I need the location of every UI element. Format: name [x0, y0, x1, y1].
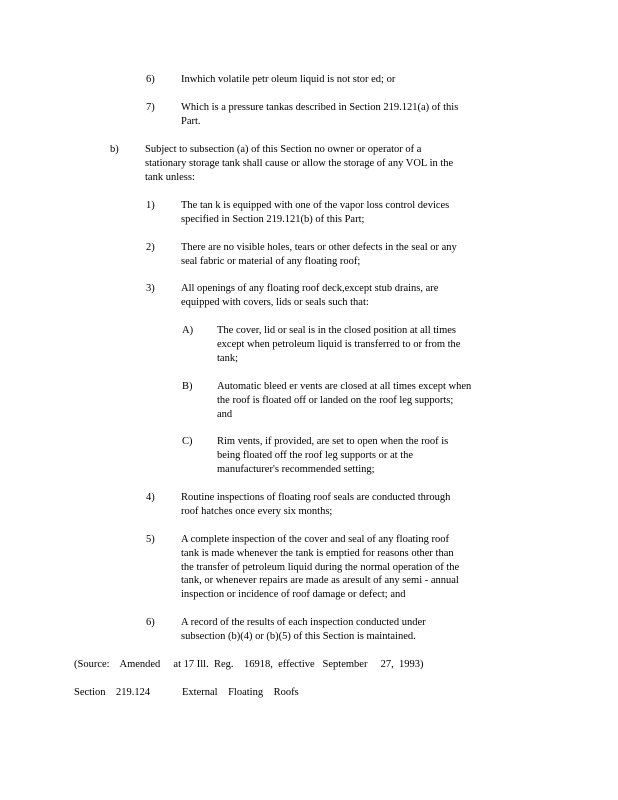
item-text	[181, 533, 500, 602]
text-line: A record of the results of each inspection conducted under	[181, 617, 426, 628]
item-text	[181, 241, 500, 269]
text-line: seal fabric or material of any floating roof;	[181, 255, 361, 267]
text-line: tank, or whenever repairs are made as aresult of any semi - annual	[181, 575, 459, 587]
list-item	[146, 533, 500, 602]
text-line: and	[217, 408, 233, 420]
text-line: Routine inspections of floating roof seals are conducted through	[181, 492, 451, 503]
text-line: There are no visible holes, tears or other defects in the seal or any	[181, 242, 457, 253]
text-line: Automatic bleed er vents are closed at all times except when	[217, 381, 472, 392]
list-item	[182, 435, 502, 476]
item-label: b)	[110, 144, 119, 155]
source-note: (Source: Amended at 17 Ill. Reg. 16918, effective September 27, 1993)	[74, 659, 424, 670]
section-heading	[74, 686, 299, 700]
text-line: inspection or incidence of roof damage or defect; and	[181, 589, 406, 601]
item-label: 5)	[146, 534, 155, 545]
item-label: C)	[182, 436, 193, 447]
item-label: 4)	[146, 492, 155, 503]
section-title: External Floating Roofs	[182, 687, 299, 698]
item-text	[181, 282, 500, 310]
list-item	[146, 73, 500, 87]
item-label: 2)	[146, 242, 155, 253]
item-label: 6)	[146, 74, 155, 85]
item-text	[181, 616, 500, 644]
text-line: All openings of any floating roof deck,except stub drains, are	[181, 283, 439, 294]
text-line: Which is a pressure tankas described in Section 219.121(a) of this	[181, 102, 459, 113]
item-text	[181, 101, 500, 129]
list-item	[146, 616, 500, 644]
text-line: Inwhich volatile petr oleum liquid is not stor ed; or	[181, 74, 396, 85]
text-line: tank;	[217, 352, 238, 364]
item-text	[217, 435, 502, 476]
item-label: A)	[182, 325, 194, 336]
list-item	[146, 101, 500, 129]
item-text	[181, 491, 500, 519]
list-item	[146, 282, 500, 310]
item-label: 3)	[146, 283, 155, 294]
item-label: B)	[182, 381, 193, 392]
text-line: being floated off the roof leg supports or at the	[217, 449, 414, 461]
list-item	[182, 380, 502, 421]
text-line: specified in Section 219.121(b) of this Part;	[181, 213, 365, 225]
item-label: 6)	[146, 617, 155, 628]
text-line: The tan k is equipped with one of the vapor loss control devices	[181, 200, 450, 211]
item-text	[181, 199, 500, 227]
list-item	[146, 199, 500, 227]
text-line: tank is made whenever the tank is emptied for reasons other than	[181, 547, 454, 559]
list-item	[182, 324, 502, 365]
list-item	[110, 143, 500, 184]
item-text	[217, 380, 502, 421]
text-line: A complete inspection of the cover and seal of any floating roof	[181, 534, 449, 545]
list-item	[146, 491, 500, 519]
text-line: Rim vents, if provided, are set to open when the roof is	[217, 436, 449, 447]
text-line: the transfer of petroleum liquid during the normal operation of the	[181, 561, 460, 573]
text-line: subsection (b)(4) or (b)(5) of this Section is maintained.	[181, 630, 416, 642]
item-label: 1)	[146, 200, 155, 211]
text-line: equipped with covers, lids or seals such that:	[181, 296, 369, 308]
text-line: Subject to subsection (a) of this Section no owner or operator of a	[145, 144, 422, 155]
text-line: Part.	[181, 115, 201, 127]
text-line: tank unless:	[145, 171, 195, 183]
text-line: the roof is floated off or landed on the roof leg supports;	[217, 394, 454, 406]
item-text	[181, 73, 500, 87]
text-line: stationary storage tank shall cause or allow the storage of any VOL in the	[145, 157, 454, 169]
text-line: roof hatches once every six months;	[181, 505, 333, 517]
text-line: except when petroleum liquid is transferred to or from the	[217, 338, 461, 350]
section-number: Section 219.124	[74, 687, 151, 698]
item-text	[145, 143, 500, 184]
item-label: 7)	[146, 102, 155, 113]
text-line: manufacturer's recommended setting;	[217, 463, 375, 475]
list-item	[146, 241, 500, 269]
text-line: The cover, lid or seal is in the closed position at all times	[217, 325, 456, 336]
item-text	[217, 324, 502, 365]
